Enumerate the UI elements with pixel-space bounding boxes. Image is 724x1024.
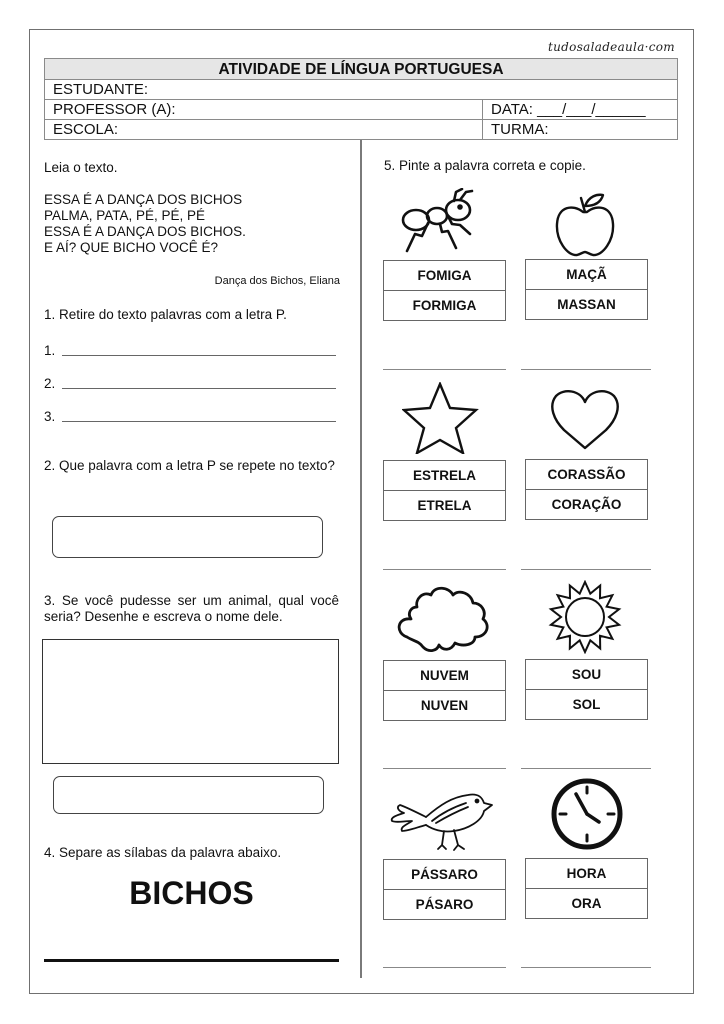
copy-line-bird[interactable] xyxy=(383,967,506,968)
word-options-ant xyxy=(383,260,506,321)
teacher-row[interactable] xyxy=(45,100,677,120)
copy-line-sun[interactable] xyxy=(521,768,651,769)
cloud-icon xyxy=(393,585,493,653)
school-row[interactable] xyxy=(45,120,677,139)
answer-box-q2[interactable] xyxy=(52,516,323,558)
word-option[interactable]: PÁSSARO xyxy=(384,860,505,890)
word-option[interactable]: SOU xyxy=(526,660,647,690)
ant-icon xyxy=(400,188,480,254)
bird-icon xyxy=(388,783,496,855)
answer-number: 1. xyxy=(44,343,56,358)
word-options-bird xyxy=(383,859,506,920)
word-options-apple xyxy=(525,259,648,320)
word-option[interactable]: CORAÇÃO xyxy=(551,497,622,512)
sun-icon xyxy=(548,580,622,654)
student-label: ESTUDANTE: xyxy=(53,81,149,98)
copy-line-star[interactable] xyxy=(383,569,506,570)
clock-icon xyxy=(549,776,625,852)
poem xyxy=(44,192,246,256)
header-table xyxy=(44,58,678,140)
school-label: ESCOLA: xyxy=(45,120,483,139)
question-1: 1. Retire do texto palavras com a letra P. xyxy=(44,307,287,322)
word-option[interactable]: SOL xyxy=(572,697,601,712)
student-row[interactable] xyxy=(45,80,677,100)
header-title: ATIVIDADE DE LÍNGUA PORTUGUESA xyxy=(45,59,677,80)
poem-line: PALMA, PATA, PÉ, PÉ, PÉ xyxy=(44,208,206,223)
question-4: 4. Separe as sílabas da palavra abaixo. xyxy=(44,845,282,860)
column-divider xyxy=(360,140,362,978)
copy-line-cloud[interactable] xyxy=(383,768,506,769)
word-options-sun xyxy=(525,659,648,720)
answer-line-3[interactable] xyxy=(62,421,336,422)
word-option[interactable]: HORA xyxy=(526,859,647,889)
word-option[interactable]: FORMIGA xyxy=(412,298,477,313)
syllable-word: BICHOS xyxy=(129,875,254,911)
poem-credit: Dança dos Bichos, Eliana xyxy=(214,275,340,287)
word-option[interactable]: PÁSARO xyxy=(415,897,474,912)
question-3: 3. Se você pudesse ser um animal, qual você seria? Desenhe e escreva o nome dele. xyxy=(44,593,339,624)
word-option[interactable]: ETRELA xyxy=(417,498,472,513)
poem-line: ESSA É A DANÇA DOS BICHOS. xyxy=(44,224,246,239)
teacher-label: PROFESSOR (A): xyxy=(45,100,483,119)
copy-line-heart[interactable] xyxy=(521,569,651,570)
syllable-answer-line[interactable] xyxy=(44,959,339,962)
question-5: 5. Pinte a palavra correta e copie. xyxy=(384,158,586,173)
heart-icon xyxy=(550,388,620,450)
poem-line: E AÍ? QUE BICHO VOCÊ É? xyxy=(44,240,219,255)
poem-line: ESSA É A DANÇA DOS BICHOS xyxy=(44,192,243,207)
apple-icon xyxy=(553,190,617,258)
word-option[interactable]: NUVEN xyxy=(420,698,469,713)
copy-line-clock[interactable] xyxy=(521,967,651,968)
animal-name-box[interactable] xyxy=(53,776,324,814)
copy-line-apple[interactable] xyxy=(521,369,651,370)
read-instruction: Leia o texto. xyxy=(44,160,118,175)
word-options-clock xyxy=(525,858,648,919)
date-label[interactable]: DATA: ___/___/______ xyxy=(491,101,646,118)
answer-number: 3. xyxy=(44,409,56,424)
answer-number: 2. xyxy=(44,376,56,391)
word-option[interactable]: MASSAN xyxy=(557,297,616,312)
copy-line-ant[interactable] xyxy=(383,369,506,370)
word-option[interactable]: FOMIGA xyxy=(384,261,505,291)
word-options-cloud xyxy=(383,660,506,721)
word-option[interactable]: NUVEM xyxy=(384,661,505,691)
word-option[interactable]: ESTRELA xyxy=(384,461,505,491)
watermark: tudosaladeaula·com xyxy=(548,40,675,54)
word-option[interactable]: CORASSÃO xyxy=(526,460,647,490)
word-option[interactable]: MAÇÃ xyxy=(526,260,647,290)
word-options-heart xyxy=(525,459,648,520)
word-option[interactable]: ORA xyxy=(571,896,602,911)
answer-line-1[interactable] xyxy=(62,355,336,356)
word-options-star xyxy=(383,460,506,521)
class-label: TURMA: xyxy=(491,121,549,138)
drawing-box[interactable] xyxy=(42,639,339,764)
star-icon xyxy=(402,382,480,454)
question-2: 2. Que palavra com a letra P se repete no texto? xyxy=(44,458,335,473)
answer-line-2[interactable] xyxy=(62,388,336,389)
